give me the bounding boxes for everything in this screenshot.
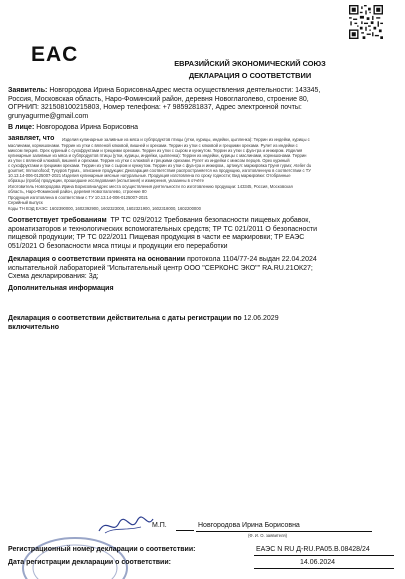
eac-logo: EAC (31, 43, 79, 66)
requirements-label: Соответствует требованиям (8, 217, 107, 224)
validity-suffix: включительно (8, 324, 59, 331)
basis-line-1: Декларация о соответствии принята на основании протокола 1104/77-24 выдан 22.04.2024 (8, 256, 317, 263)
validity-label: Декларация о соответствии действительна с даты регистрации по (8, 315, 242, 322)
applicant-line-3: ОГРНИП: 321508100215803, Номер телефона: +7 9859281837, Адрес электронной почты: (8, 104, 302, 111)
product-line-2: миксом перцев. Орех куриный с сухофруктами и грецкими орехами. Террин из утки с сыром и кунжутом. Террин из утки с фуа-гра и инжиром. Изделия (8, 148, 303, 153)
applicant-signature-name: Новгородова Ирина Борисовна (198, 522, 300, 529)
product-line-8: образцы (проба) продукции, прошедшие исследования (испытания) и измерения, указанны в отчёте (8, 178, 204, 183)
mp-label: М.П. (152, 522, 167, 529)
basis-line-3: Схема декларирования: 3д; (8, 273, 99, 280)
manufacturer-line-1: область, Наро-Фоминский район, деревня Новоглаголево, строение 80 (8, 189, 147, 194)
basis-line-2: испытательной лабораторией "Испытательный центр ООО "СЕРКОНС ЭКО"" RA.RU.21ОК27; (8, 264, 313, 272)
signature-line (176, 530, 194, 531)
product-line-6: gourmet; Immunofood; Тухуров Гурмэ., описание продукции: Декларация соответствия распространяется на продукцию, изготовленную в соответствии с ТУ (8, 168, 311, 173)
product-line-3: кулинарные заливные из мяса и субпродуктов птицы (утки, курицы, индейки, цыпленка): Террин из индейки, курицы с маслинами, корнишонами. Террин (8, 153, 307, 158)
registration-number-underline (254, 555, 394, 556)
extra-line-0: Продукция изготовлена в соответствии с ТУ 10.13.14-006-0125007-2021 (8, 195, 149, 200)
declaration-title: ДЕКЛАРАЦИЯ О СООТВЕТСТВИИ (188, 71, 312, 80)
applicant-line-4: grunyagurme@gmail.com (8, 112, 89, 120)
product-line-5: с сухофруктами и грецкими орехами. Террин из утки с сыром и кунжутом. Террин из утки с фуа-гра и инжиром., артикул: маркировка Груня гурмэ; Atelier du (8, 163, 312, 168)
union-title: ЕВРАЗИЙСКИЙ ЭКОНОМИЧЕСКИЙ СОЮЗ (174, 59, 326, 68)
signature-icon (95, 513, 155, 538)
codes-line: Коды ТН ВЭД ЕАЭС: 1602390000, 1602392900, 1602323000, 1602321900, 1602318000, 1602200000 (8, 206, 201, 211)
manufacturer-line-0: Изготовитель Новгородова Ирина БорисовнаАдрес места осуществления деятельности по изготовлению продукции: 143345, Россия, Московская (8, 184, 293, 189)
registration-date-value: 14.06.2024 (300, 559, 336, 566)
qr-code-icon (349, 5, 383, 39)
requirements-line-1: Соответствует требованиям ТР ТС 029/2012 Требования безопасности пищевых добавок, (8, 217, 311, 224)
validity-date: 12.06.2029 (243, 315, 279, 322)
registration-number-value: ЕАЭС N RU Д-RU.РА05.В.08428/24 (256, 546, 370, 553)
product-line-7: 10.13.14-006-0125007-2021 Изделия кулинарные мясные натуральные. Продукция изготовлена по сроку годности; Вид маркировки: Отобранные (8, 173, 291, 178)
applicant-person (8, 124, 396, 132)
person-value: Новгородова Ирина Борисовна (36, 124, 139, 131)
validity-line-1 (8, 315, 396, 323)
product-line-0: Изделия кулинарные заливные из мяса и субпродуктов птицы (утки, курицы, индейки, цыпленка): Террин из индейки, курицы с (62, 137, 310, 142)
statement-label: заявляет, что (8, 135, 55, 142)
requirements-line-3: пищевой продукции; ТР ТС 022/2011 Пищевая продукция в части ее маркировки; ТР ЕАЭС (8, 234, 305, 241)
registration-date-underline (254, 568, 394, 569)
applicant-line-2: Россия, Московская область, Наро-Фоминский район, деревня Новоглаголево, строение 80, (8, 95, 309, 103)
requirements-line-4: 051/2021 О безопасности мяса птицы и продукции его переработки (8, 242, 228, 250)
extra-line-1: Серийный выпуск (8, 200, 43, 205)
person-label: В лице: (8, 124, 35, 131)
signature-hint: (Ф. И. О. заявителя) (248, 533, 288, 538)
product-line-4: из утки с вяленой клюквой, вишней и орехами. Террин из утки с клюквой и грецкими орехами. Рулет из индейки с миксом перцев. Орех куриный (8, 158, 290, 163)
name-underline (196, 531, 372, 532)
basis-label: Декларация о соответствии принята на основании (8, 256, 186, 263)
applicant-line-1: Заявитель: Новгородова Ирина БорисовнаАдрес места осуществления деятельности: 143345, (8, 87, 321, 94)
registration-date-label: Дата регистрации декларации о соответствии: (8, 559, 171, 566)
registration-number-label: Регистрационный номер декларации о соответствии: (8, 546, 196, 553)
applicant-label: Заявитель: (8, 87, 48, 94)
requirements-line-2: ароматизаторов и технологических вспомогательных средств; ТР ТС 021/2011 О безопасности (8, 225, 318, 233)
product-line-1: маслинами, корнишонами. Террин из утки с вяленой клюквой, вишней и орехами. Террин из утки с клюквой и грецкими орехами. Рулет из индейки с (8, 143, 298, 148)
additional-info-label: Дополнительная информация (8, 285, 114, 292)
